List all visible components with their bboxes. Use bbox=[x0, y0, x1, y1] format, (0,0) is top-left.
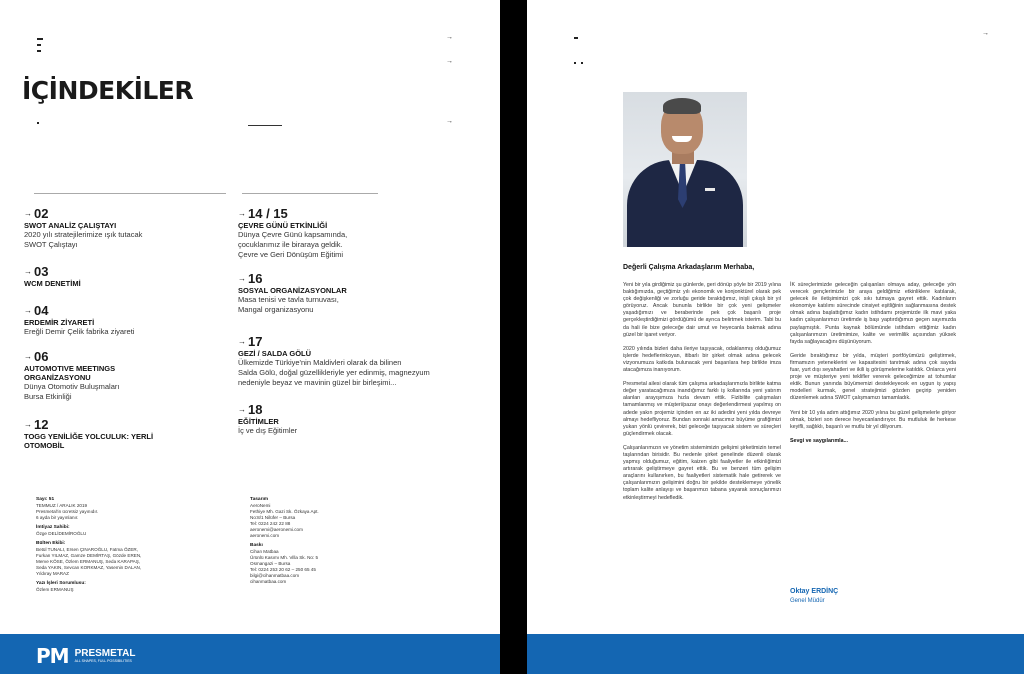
logo-mark: PM bbox=[36, 644, 69, 668]
toc-desc: Bursa Etkinliği bbox=[24, 392, 72, 401]
right-page bbox=[527, 0, 1024, 674]
imprint-left bbox=[36, 497, 156, 597]
arrow-icon: → bbox=[238, 405, 246, 414]
left-page bbox=[0, 0, 500, 674]
book-spine bbox=[500, 0, 527, 674]
imprint-right bbox=[250, 497, 370, 589]
logo-tagline: ALL SHAPES, FULL POSSIBILITIES bbox=[74, 659, 132, 663]
imprint-line: cihanmatbaa.com bbox=[250, 579, 287, 584]
signer-title: Genel Müdür bbox=[790, 598, 825, 604]
imprint-line: Özlem ERMANUŞ bbox=[36, 587, 74, 592]
toc-heading: ÇEVRE GÜNÜ ETKİNLİĞİ bbox=[238, 221, 328, 230]
arrow-icon: → bbox=[446, 34, 453, 41]
imprint-line: Yıldıray MARAZ bbox=[36, 571, 69, 576]
imprint-line: Betül TUNALI, Ersen ÇINAROĞLU, Fatma ÖZER, bbox=[36, 547, 139, 552]
toc-desc: Dünya Çevre Günü kapsamında, bbox=[238, 230, 348, 239]
imprint-label: Yazı İşleri Sorumlusu: bbox=[36, 581, 86, 586]
imprint-line: No:8/1 Nilüfer – Bursa bbox=[250, 515, 296, 520]
letter-column-left bbox=[623, 282, 781, 509]
divider bbox=[34, 193, 226, 194]
imprint-line: Seda YAKIN, Sevcan KORKMAZ, Yasemin DALAN, bbox=[36, 565, 142, 570]
page-title: İÇİNDEKİLER bbox=[22, 76, 194, 105]
imprint-label: Sayı: 51 bbox=[36, 497, 55, 502]
toc-number: 04 bbox=[34, 303, 49, 318]
arrow-icon: → bbox=[446, 118, 453, 125]
toc-desc: Dünya Otomotiv Buluşmaları bbox=[24, 382, 120, 391]
imprint-line: TEMMUZ / ARALIK 2019 bbox=[36, 503, 88, 508]
toc-number: 12 bbox=[34, 417, 49, 432]
logo-name: PRESMETAL bbox=[74, 648, 136, 659]
toc-desc: Salda Gölü, doğal güzellikleriyle yer edinmiş, magnezyum bbox=[238, 368, 430, 377]
toc-desc: 2020 yılı stratejilerimize ışık tutacak bbox=[24, 230, 143, 239]
toc-item-sosyal[interactable] bbox=[238, 272, 478, 315]
toc-item-automotive[interactable] bbox=[24, 350, 234, 402]
letter-paragraph: Yeni bir 10 yıla adım attığımız 2020 yılına bu güzel gelişmelerle giriyor olmak, bizleri son derece heyecanlandırıyor. Bu mutluluk ile herkese keyifli, sağlıklı, başarılı ve mutlu bir yıl diliyorum. bbox=[790, 409, 956, 430]
letter-paragraph: Geride bıraktığımız bir yılda, müşteri portföyümüzü geliştirmek, firmamızın yeteneklerini ve kapasitesini tanıtmak adına çok sayıda fuar, yurt dışı seyahatleri ve ikili iş görüşmelerine katıldık. Onlarca yeni proje ve müşteriye yeni teklifler vererek geleceğimize at tohumlar ektik. Bunun yanında büyümemizi destekleyecek en uygun iş yapış modelleri kurmak, genel stratejimizi gözden geçirip yeniden düzenlemek adına SWOT çalışmamızı tamamladık. bbox=[790, 352, 956, 402]
imprint-line: Özge DELİDEMİROĞLU bbox=[36, 531, 87, 536]
corner-mark bbox=[37, 50, 41, 52]
corner-mark bbox=[37, 38, 43, 40]
toc-heading: EĞİTİMLER bbox=[238, 417, 279, 426]
imprint-line: 6 ayda bir yayınlanır. bbox=[36, 515, 79, 520]
toc-number: 03 bbox=[34, 264, 49, 279]
toc-desc: Ülkemizde Türkiye'nin Maldivleri olarak da bilinen bbox=[238, 358, 402, 367]
imprint-line: Furkan YILMAZ, Gamze DEMİRTAŞ, Gözde EREN, bbox=[36, 553, 142, 558]
arrow-icon: → bbox=[24, 420, 32, 429]
toc-desc: SWOT Çalıştayı bbox=[24, 240, 78, 249]
toc-heading: WCM DENETİMİ bbox=[24, 279, 81, 288]
sign-off: Sevgi ve saygılarımla... bbox=[790, 437, 849, 444]
letter-paragraph: Çalışanlarımızın ve yönetim sistemimizin gelişimi şirketimizin temel taşlarından birisidir. Bu nedenle şirket genelinde düzenli olarak yapmış olduğumuz, eğitim, kaizen gibi faaliyetler ile etkinliğimizi artırarak geliştirmeye gayret ettik. Bu ve benzeri tüm gelişim araçlarını kullanırken, bu faaliyetleri sistematik hale getirerek ve çalışanlarımızın gelişimini doğru bir şekilde desteklemeye yönelik toplam kalite anlayışı ve başarımızı tabana yayarak sonuçlarımızı etkinleştirmeyi hedefledik. bbox=[623, 444, 781, 501]
arrow-icon: → bbox=[24, 267, 32, 276]
toc-number: 17 bbox=[248, 334, 263, 349]
toc-item-erdemir[interactable] bbox=[24, 304, 234, 337]
toc-heading: ERDEMİR ZİYARETİ bbox=[24, 318, 95, 327]
footer-bar bbox=[0, 634, 500, 674]
letter-paragraph: 2020 yılında bizleri daha ileriye taşıyacak, odaklanmış olduğumuz işlerde hedeflerinkoyan, itibarlı bir şirket olmak adına gelecek vizyonumuza katkıda bulunacak yeni başarılara hep birlikte imza atacağımıza inanıyorum. bbox=[623, 345, 781, 374]
toc-item-gezi[interactable] bbox=[238, 335, 488, 388]
letter-paragraph: Yeni bir yıla girdiğimiz şu günlerde, geri dönüp şöyle bir 2019 yılına baktığımızda, geçtiğimiz yılı ekonomik ve konjonktürel olarak pek çok değişkenliği ve zorluğu geride bıraktığımız, inişli çıkışlı bir yıl görüyoruz. Ancak bununla birlikte bir çok yeni gelişmeler yaşadığımızı ve beraberinde pek çok başarılı proje gerçekleştirdiğimizi gördüğümü de ayrıca belirtmek isterim. Tabi bu da hali ile bize geleceğe dair umut ve heyecanla bakmak adına güzel bir işaret veriyor. bbox=[623, 282, 781, 338]
imprint-line: Tel: 0224 242 22 88 bbox=[250, 521, 291, 526]
dot-mark bbox=[37, 122, 39, 124]
toc-heading: AUTOMOTIVE MEETINGS ORGANİZASYONU bbox=[24, 364, 116, 382]
footer-bar bbox=[527, 634, 1024, 674]
imprint-label: Baskı bbox=[250, 543, 263, 548]
imprint-line: Tel: 0224 253 20 62 – 250 65 45 bbox=[250, 567, 316, 572]
toc-number: 14 / 15 bbox=[248, 206, 288, 221]
corner-mark bbox=[574, 37, 578, 39]
imprint-line: Ürünlü Kasımı Mh. Villa Sk. No: 5 bbox=[250, 555, 319, 560]
toc-number: 02 bbox=[34, 206, 49, 221]
divider bbox=[248, 125, 282, 126]
arrow-icon: → bbox=[446, 58, 453, 65]
letter-column-right bbox=[790, 282, 956, 452]
toc-heading: GEZİ / SALDA GÖLÜ bbox=[238, 349, 312, 358]
toc-item-swot[interactable] bbox=[24, 207, 234, 250]
imprint-line: aeronemi.com bbox=[250, 533, 280, 538]
arrow-icon: → bbox=[982, 30, 989, 37]
presmetal-logo bbox=[36, 644, 136, 668]
portrait-photo bbox=[623, 92, 747, 247]
letter-greeting: Değerli Çalışma Arkadaşlarım Merhaba, bbox=[623, 264, 755, 271]
toc-desc: Mangal organizasyonu bbox=[238, 305, 314, 314]
toc-item-egitimler[interactable] bbox=[238, 403, 478, 436]
arrow-icon: → bbox=[238, 209, 246, 218]
dot-mark bbox=[574, 62, 576, 64]
imprint-label: Bülten Ekibi: bbox=[36, 541, 66, 546]
toc-desc: Çevre ve Geri Dönüşüm Eğitimi bbox=[238, 250, 344, 259]
divider bbox=[242, 193, 378, 194]
corner-mark bbox=[37, 44, 41, 46]
imprint-line: Merve KÖSE, Özlem ERMANUŞ, Seda KARAPAŞ, bbox=[36, 559, 141, 564]
arrow-icon: → bbox=[24, 306, 32, 315]
imprint-line: AeroNemi bbox=[250, 503, 271, 508]
toc-heading: TOGG YENİLİĞE YOLCULUK: YERLİ OTOMOBİL bbox=[24, 432, 154, 450]
arrow-icon: → bbox=[238, 274, 246, 283]
toc-desc: nedeniyle beyaz ve mavinin güzel bir birleşimi... bbox=[238, 378, 397, 387]
imprint-line: bilgi@cihanmatbaa.com bbox=[250, 573, 300, 578]
toc-desc: Ereğli Demir Çelik fabrika ziyareti bbox=[24, 327, 135, 336]
imprint-line: Fethiye Mh. Gazi Sk. Özkaya Apt. bbox=[250, 509, 319, 514]
toc-desc: Masa tenisi ve tavla turnuvası, bbox=[238, 295, 339, 304]
imprint-label: Tasarım bbox=[250, 497, 269, 502]
imprint-label: İmtiyaz Sahibi: bbox=[36, 525, 70, 530]
toc-heading: SWOT ANALİZ ÇALIŞTAYI bbox=[24, 221, 117, 230]
imprint-line: Osmangazi – Bursa bbox=[250, 561, 291, 566]
letter-paragraph: İK süreçlerimizde geleceğin çalışanları olmaya aday, geleceğe yön verecek gençlerimizle bir araya geldiğimiz etkinliklere katılarak, gelecek ile iletişimimizi çok sıkı tutmaya gayret ettik. Kadınların ekonomiye katılımı sürecinde cinsiyet eşitliğinin sağlanmasına destek olmak adına başlattığımız kadın istihdamı projemizde ilk mavi yaka kadın çalışanlarımızı üretimde iş başı yaptırdığımızı geçen sayımızda paylaşmıştık. Punta kaynak bölümünde istihdam ettiğimiz kadın çalışanlarımızın üretimimize, kalite ve verimlilik açısından yüksek fayda sağlayacağını düşünüyorum. bbox=[790, 282, 956, 345]
imprint-line: aeronemi@aeronemi.com bbox=[250, 527, 303, 532]
signer-name: Oktay ERDİNÇ bbox=[790, 588, 839, 595]
toc-number: 06 bbox=[34, 349, 49, 364]
toc-heading: SOSYAL ORGANİZASYONLAR bbox=[238, 286, 347, 295]
letter-paragraph: Presmetal ailesi olarak tüm çalışma arkadaşlarımızla birlikte katma değer yaratacağımıza inandığımız farklı iş kollarında yeni yatırım alanları arayışımıza hızla devam ettik. Fizibilite çalışmaları tamamlanmış ve müşteri/pazar onayı değerlendirmesi yapılmış on adede yakın projemiz içinden en az iki adedini yeni yılda devreye almayı hedefliyoruz. Bundan sonraki amacımız büyüme grafiğimizi yukarı yönlü çevirerek, bizi geleceğe taşıyacak sistem ve süreçleri güçlendirmek olacak. bbox=[623, 381, 781, 437]
toc-desc: İç ve dış Eğitimler bbox=[238, 426, 298, 435]
arrow-icon: → bbox=[238, 337, 246, 346]
toc-item-togg[interactable] bbox=[24, 418, 234, 450]
imprint-line: Cihan Matbaa bbox=[250, 549, 279, 554]
toc-item-cevre[interactable] bbox=[238, 207, 478, 260]
imprint-line: Presmetal'in ücretsiz yayınıdır. bbox=[36, 509, 99, 514]
toc-desc: çocuklarımız ile biraraya geldik. bbox=[238, 240, 343, 249]
dot-mark bbox=[581, 62, 583, 64]
toc-item-wcm[interactable] bbox=[24, 265, 234, 288]
toc-number: 16 bbox=[248, 271, 263, 286]
arrow-icon: → bbox=[24, 209, 32, 218]
toc-number: 18 bbox=[248, 402, 263, 417]
arrow-icon: → bbox=[24, 352, 32, 361]
